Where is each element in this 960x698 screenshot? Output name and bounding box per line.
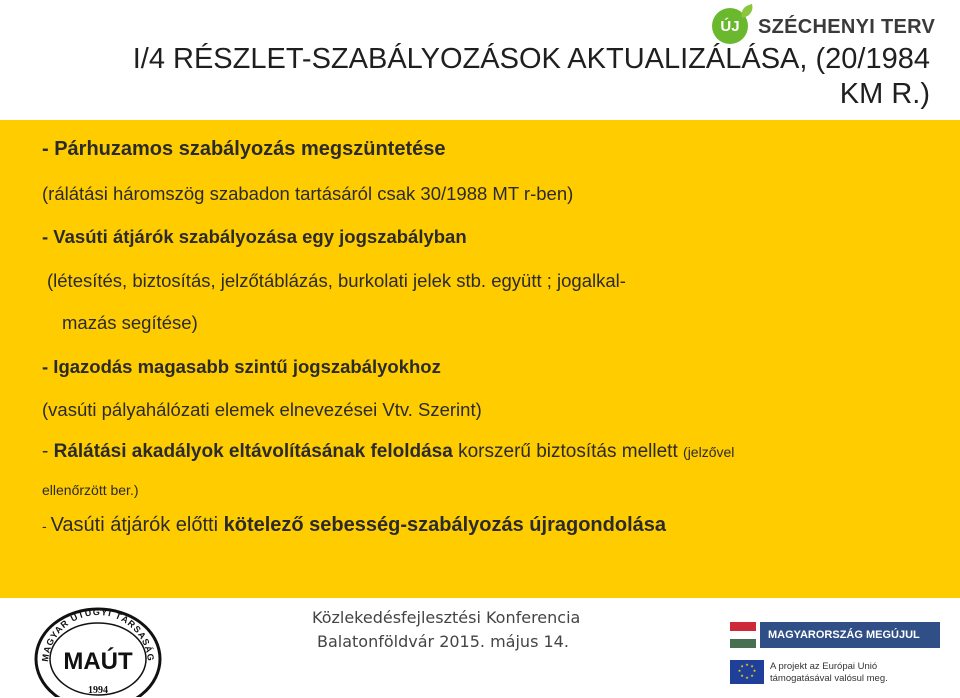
bullet-railway-crossings: - Vasúti átjárók szabályozása egy jogszabályban <box>42 226 467 247</box>
leaf-icon <box>739 4 756 18</box>
szechenyi-terv-logo <box>712 6 952 46</box>
eu-support-line2: támogatásával valósul meg. <box>770 673 888 684</box>
emphasis-speed-regulation: kötelező sebesség-szabályozás újragondolása <box>223 514 666 536</box>
svg-text:★: ★ <box>752 668 757 673</box>
svg-text:★: ★ <box>745 662 749 667</box>
eu-support-text <box>770 661 888 685</box>
note-controlled-device: ellenőrzött ber.) <box>42 482 139 498</box>
bullet-higher-legislation: - Igazodás magasabb szintű jogszabályokhoz <box>42 356 441 377</box>
note-railway-network-names: (vasúti pályahálózati elemek elnevezései Vtv. Szerint) <box>42 399 482 420</box>
bullet-speed-regulation <box>42 514 666 537</box>
bullet-dash: - <box>42 518 51 534</box>
bullet-parallel-regulation: - Párhuzamos szabályozás megszüntetése <box>42 138 446 160</box>
svg-text:★: ★ <box>750 673 754 678</box>
seal-name: MAÚT <box>63 648 133 675</box>
conference-date: Balatonföldvár 2015. május 14. <box>317 632 569 651</box>
note-application-support: mazás segítése) <box>62 312 198 333</box>
eu-support-line1: A projekt az Európai Unió <box>770 661 878 672</box>
eu-flag-icon <box>730 660 764 684</box>
seal-year: 1994 <box>88 685 108 696</box>
note-establishment: (létesítés, biztosítás, jelzőtáblázás, burkolati jelek stb. együtt ; jogalkal- <box>47 270 626 291</box>
svg-text:★: ★ <box>745 675 749 680</box>
note-visibility-triangle: (rálátási háromszög szabadon tartásáról csak 30/1988 MT r-ben) <box>42 183 574 204</box>
content-panel <box>0 120 960 598</box>
text-before-crossings: Vasúti átjárók előtti <box>50 514 224 536</box>
hungary-renews-banner: MAGYARORSZÁG MEGÚJUL <box>760 622 940 648</box>
svg-text:★: ★ <box>740 673 744 678</box>
bullet-visibility-obstacles <box>42 441 734 463</box>
slide-title-line2: KM R.) <box>839 78 930 110</box>
maut-seal-logo <box>34 605 162 697</box>
svg-text:★: ★ <box>737 668 742 673</box>
logo-text: SZÉCHENYI TERV <box>758 16 936 38</box>
svg-text:★: ★ <box>740 663 744 669</box>
slide-title-line1: I/4 RÉSZLET-SZABÁLYOZÁSOK AKTUALIZÁLÁSA, (20/1984 <box>132 43 930 75</box>
text-with-signal: (jelzővel <box>683 444 735 460</box>
hungarian-flag-icon <box>730 622 756 648</box>
text-modern-protection: korszerű biztosítás mellett <box>452 441 684 462</box>
slide-title <box>20 42 930 112</box>
seal-ring-text: MAGYAR ÚTÜGYI TÁRSASÁG <box>39 606 156 663</box>
bullet-dash: - <box>42 441 54 462</box>
emphasis-obstacles: Rálátási akadályok eltávolításának feloldása <box>53 441 453 462</box>
conference-name: Közlekedésfejlesztési Konferencia <box>312 608 581 627</box>
uj-logo-mark: ÚJ <box>712 8 748 44</box>
svg-text:★: ★ <box>750 663 754 669</box>
